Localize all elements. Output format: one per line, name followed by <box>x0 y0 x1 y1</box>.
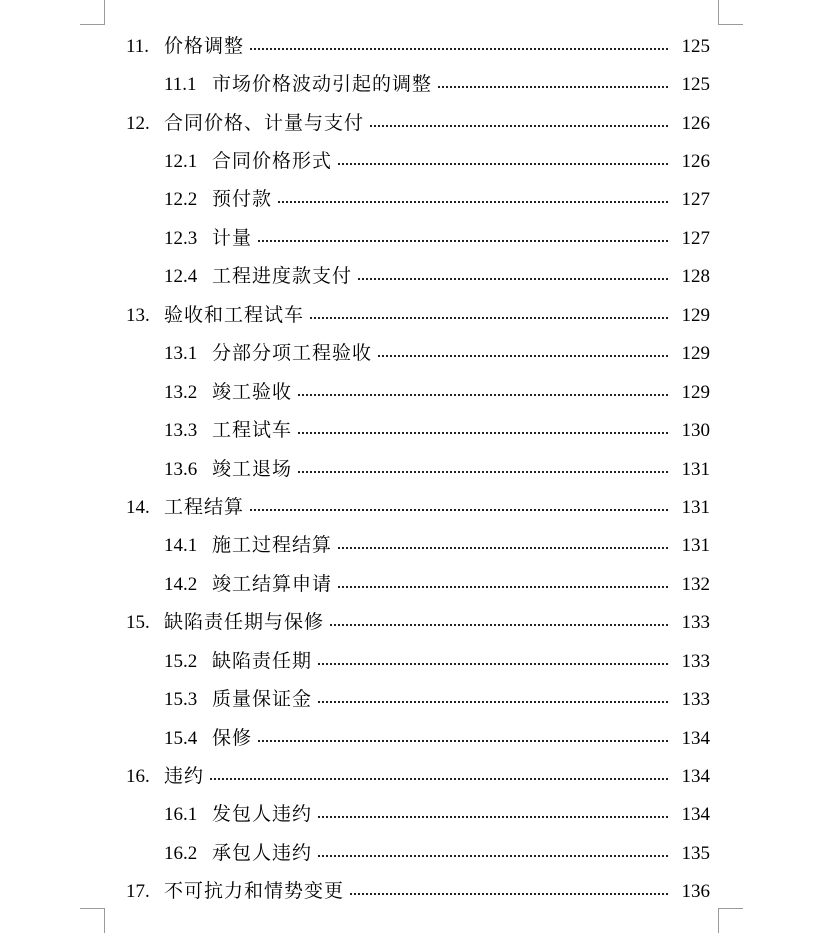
toc-section-entry[interactable] <box>0 65 820 103</box>
dot-leader <box>330 623 668 626</box>
table-of-contents <box>0 27 820 911</box>
dot-leader <box>258 739 668 742</box>
toc-entry-page-number: 134 <box>681 727 710 749</box>
toc-entry-number: 16. <box>126 766 150 788</box>
toc-section-entry[interactable] <box>0 680 820 718</box>
toc-entry-number: 11.1 <box>164 74 197 96</box>
toc-entry-title: 缺陷责任期 <box>212 649 313 672</box>
toc-entry-page-number: 133 <box>681 650 710 672</box>
toc-entry-page-number: 129 <box>681 343 710 365</box>
toc-section-entry[interactable] <box>0 565 820 603</box>
toc-entry-title: 保修 <box>212 726 253 749</box>
toc-entry-number: 12.2 <box>164 189 198 211</box>
dot-leader <box>318 700 668 703</box>
toc-chapter-entry[interactable] <box>0 488 820 526</box>
toc-entry-number: 15. <box>126 612 150 634</box>
toc-section-entry[interactable] <box>0 373 820 411</box>
toc-entry-number: 11. <box>126 35 150 57</box>
crop-mark-bottom-left <box>80 908 105 933</box>
toc-entry-number: 13.1 <box>164 343 198 365</box>
crop-mark-bottom-right <box>718 908 743 933</box>
dot-leader <box>438 85 668 88</box>
toc-chapter-entry[interactable] <box>0 873 820 911</box>
toc-entry-page-number: 129 <box>681 304 710 326</box>
toc-entry-number: 12.4 <box>164 266 198 288</box>
toc-entry-page-number: 127 <box>681 227 710 249</box>
toc-entry-title: 不可抗力和情势变更 <box>164 880 345 903</box>
toc-entry-title: 市场价格波动引起的调整 <box>212 73 433 96</box>
toc-entry-number: 17. <box>126 881 150 903</box>
toc-entry-number: 12.1 <box>164 151 198 173</box>
dot-leader <box>318 662 668 665</box>
toc-chapter-entry[interactable] <box>0 104 820 142</box>
toc-entry-number: 15.4 <box>164 727 198 749</box>
dot-leader <box>338 585 668 588</box>
toc-section-entry[interactable] <box>0 527 820 565</box>
toc-entry-title: 施工过程结算 <box>212 534 333 557</box>
toc-section-entry[interactable] <box>0 219 820 257</box>
toc-section-entry[interactable] <box>0 834 820 872</box>
toc-entry-number: 14.1 <box>164 535 198 557</box>
toc-entry-number: 15.2 <box>164 650 198 672</box>
toc-chapter-entry[interactable] <box>0 757 820 795</box>
toc-entry-page-number: 134 <box>681 804 710 826</box>
toc-entry-page-number: 126 <box>681 151 710 173</box>
toc-entry-page-number: 133 <box>681 612 710 634</box>
toc-entry-page-number: 132 <box>681 573 710 595</box>
dot-leader <box>210 777 668 780</box>
toc-section-entry[interactable] <box>0 181 820 219</box>
toc-entry-number: 14. <box>126 496 150 518</box>
toc-section-entry[interactable] <box>0 335 820 373</box>
toc-entry-title: 预付款 <box>212 188 273 211</box>
toc-entry-title: 发包人违约 <box>212 803 313 826</box>
toc-entry-title: 竣工结算申请 <box>212 572 333 595</box>
toc-entry-title: 分部分项工程验收 <box>212 342 373 365</box>
toc-section-entry[interactable] <box>0 142 820 180</box>
toc-entry-page-number: 136 <box>681 881 710 903</box>
dot-leader <box>250 47 668 50</box>
dot-leader <box>350 892 668 895</box>
toc-entry-number: 16.2 <box>164 842 198 864</box>
toc-entry-page-number: 125 <box>681 74 710 96</box>
dot-leader <box>250 508 668 511</box>
toc-section-entry[interactable] <box>0 796 820 834</box>
toc-entry-title: 合同价格、计量与支付 <box>164 111 365 134</box>
toc-entry-page-number: 133 <box>681 689 710 711</box>
toc-entry-page-number: 128 <box>681 266 710 288</box>
dot-leader <box>310 316 668 319</box>
toc-section-entry[interactable] <box>0 719 820 757</box>
toc-entry-title: 价格调整 <box>164 34 245 57</box>
crop-mark-top-right <box>718 0 743 25</box>
toc-entry-number: 13.6 <box>164 458 198 480</box>
toc-entry-page-number: 125 <box>681 35 710 57</box>
toc-chapter-entry[interactable] <box>0 604 820 642</box>
dot-leader <box>258 239 668 242</box>
toc-entry-title: 工程进度款支付 <box>212 265 353 288</box>
toc-entry-page-number: 131 <box>681 496 710 518</box>
toc-entry-title: 缺陷责任期与保修 <box>164 611 325 634</box>
toc-entry-number: 13.2 <box>164 381 198 403</box>
toc-entry-number: 12. <box>126 112 150 134</box>
toc-entry-number: 13. <box>126 304 150 326</box>
dot-leader <box>318 854 668 857</box>
crop-mark-top-left <box>80 0 105 25</box>
toc-chapter-entry[interactable] <box>0 296 820 334</box>
toc-entry-number: 12.3 <box>164 227 198 249</box>
toc-entry-title: 验收和工程试车 <box>164 303 305 326</box>
toc-entry-title: 质量保证金 <box>212 688 313 711</box>
toc-entry-page-number: 135 <box>681 842 710 864</box>
dot-leader <box>370 124 668 127</box>
dot-leader <box>378 354 668 357</box>
toc-entry-page-number: 131 <box>681 458 710 480</box>
toc-entry-page-number: 131 <box>681 535 710 557</box>
dot-leader <box>318 815 668 818</box>
toc-entry-title: 合同价格形式 <box>212 150 333 173</box>
dot-leader <box>358 277 668 280</box>
toc-entry-title: 工程结算 <box>164 495 245 518</box>
toc-section-entry[interactable] <box>0 411 820 449</box>
toc-entry-title: 工程试车 <box>212 419 293 442</box>
toc-entry-page-number: 134 <box>681 766 710 788</box>
toc-chapter-entry[interactable] <box>0 27 820 65</box>
toc-entry-page-number: 129 <box>681 381 710 403</box>
toc-entry-title: 竣工验收 <box>212 380 293 403</box>
toc-entry-title: 承包人违约 <box>212 841 313 864</box>
toc-entry-page-number: 126 <box>681 112 710 134</box>
dot-leader <box>298 393 668 396</box>
toc-section-entry[interactable] <box>0 450 820 488</box>
toc-entry-page-number: 130 <box>681 420 710 442</box>
toc-entry-title: 违约 <box>164 765 205 788</box>
toc-entry-title: 竣工退场 <box>212 457 293 480</box>
toc-entry-number: 13.3 <box>164 420 198 442</box>
toc-section-entry[interactable] <box>0 258 820 296</box>
dot-leader <box>298 431 668 434</box>
toc-section-entry[interactable] <box>0 642 820 680</box>
dot-leader <box>278 200 668 203</box>
dot-leader <box>298 470 668 473</box>
toc-entry-page-number: 127 <box>681 189 710 211</box>
toc-entry-number: 14.2 <box>164 573 198 595</box>
toc-entry-number: 16.1 <box>164 804 198 826</box>
dot-leader <box>338 546 668 549</box>
toc-entry-title: 计量 <box>212 226 253 249</box>
dot-leader <box>338 162 668 165</box>
toc-entry-number: 15.3 <box>164 689 198 711</box>
